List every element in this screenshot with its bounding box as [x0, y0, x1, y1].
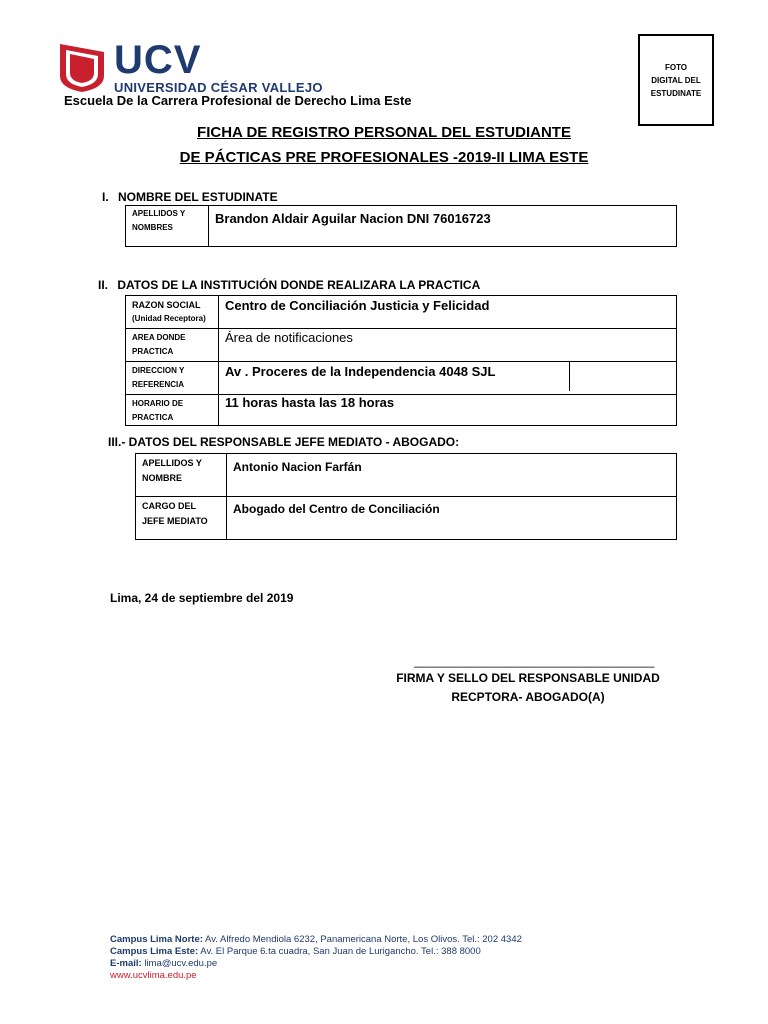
supervisor-name: Antonio Nacion Farfán	[233, 460, 362, 474]
row-value	[227, 454, 677, 497]
label-line: AREA DONDE	[132, 333, 186, 342]
row-label	[136, 454, 227, 497]
row-label	[126, 206, 209, 247]
section-title: NOMBRE DEL ESTUDINATE	[118, 190, 278, 204]
label-line: CARGO DEL	[142, 501, 196, 511]
ucv-logo-icon	[58, 42, 106, 94]
footer-label: Campus Lima Este:	[110, 946, 199, 957]
section-3-heading: III.- DATOS DEL RESPONSABLE JEFE MEDIATO - ABOGADO:	[108, 435, 460, 449]
row-label	[126, 362, 219, 395]
label-line: PRACTICA	[132, 347, 174, 356]
row-value	[219, 296, 677, 329]
school-name: Escuela De la Carrera Profesional de Derecho Lima Este	[64, 93, 412, 108]
label-line: APELLIDOS Y	[142, 458, 202, 468]
photo-box	[638, 34, 714, 126]
table-row	[126, 206, 677, 247]
footer	[110, 934, 522, 982]
signature-caption: RECPTORA- ABOGADO(A)	[451, 690, 605, 704]
title-text: DE PÁCTICAS PRE PROFESIONALES -2019-II LIMA ESTE	[179, 149, 589, 166]
table-row	[136, 497, 677, 540]
label-line: NOMBRES	[132, 223, 173, 232]
row-label	[126, 296, 219, 329]
student-table	[125, 205, 677, 247]
institution-address: Av . Proceres de la Independencia 4048 SJL	[225, 364, 496, 379]
table-row	[126, 329, 677, 362]
signature-caption: FIRMA Y SELLO DEL RESPONSABLE UNIDAD	[396, 671, 660, 685]
label-line: JEFE MEDIATO	[142, 516, 208, 526]
row-value	[219, 362, 677, 395]
title-text: FICHA DE REGISTRO PERSONAL DEL ESTUDIANTE	[197, 124, 571, 141]
document-title-line2	[0, 149, 768, 166]
practice-schedule: 11 horas hasta las 18 horas	[225, 395, 395, 410]
section-1-heading	[102, 190, 278, 204]
row-label	[126, 329, 219, 362]
section-number: II.	[98, 278, 109, 292]
photo-box-line: FOTO	[664, 62, 688, 72]
table-row	[126, 362, 677, 395]
table-row	[126, 296, 677, 329]
row-value	[209, 206, 677, 247]
footer-website: www.ucvlima.edu.pe	[110, 970, 197, 981]
university-name: UNIVERSIDAD CÉSAR VALLEJO	[114, 80, 323, 95]
table-row	[126, 395, 677, 426]
label-line: NOMBRE	[142, 473, 182, 483]
footer-text: Av. Alfredo Mendiola 6232, Panamericana Norte, Los Olivos. Tel.: 202 4342	[205, 934, 522, 945]
table-row	[136, 454, 677, 497]
label-line: APELLIDOS Y	[132, 209, 186, 218]
label-line: REFERENCIA	[132, 380, 185, 389]
section-number: I.	[102, 190, 109, 204]
footer-label: E-mail:	[110, 958, 142, 969]
section-title: DATOS DE LA INSTITUCIÓN DONDE REALIZARA LA PRACTICA	[117, 278, 481, 292]
row-label	[126, 395, 219, 426]
section-2-heading	[98, 278, 480, 292]
row-value	[227, 497, 677, 540]
cell-divider	[569, 362, 570, 391]
footer-line	[110, 946, 522, 958]
document-title-line1	[0, 124, 768, 141]
row-label	[136, 497, 227, 540]
footer-line	[110, 958, 522, 970]
footer-text: Av. El Parque 6.ta cuadra, San Juan de Lurigancho. Tel.: 388 8000	[200, 946, 481, 957]
student-name: Brandon Aldair Aguilar Nacion DNI 76016723	[215, 211, 491, 226]
practice-area: Área de notificaciones	[225, 330, 353, 345]
signature-line: ____________________________________	[414, 654, 655, 668]
supervisor-table	[135, 453, 677, 540]
label-line: (Unidad Receptora)	[132, 314, 206, 323]
row-value	[219, 395, 677, 426]
photo-box-line: ESTUDINATE	[650, 88, 702, 98]
label-line: PRACTICA	[132, 413, 174, 422]
footer-label: Campus Lima Norte:	[110, 934, 203, 945]
row-value	[219, 329, 677, 362]
institution-name: Centro de Conciliación Justicia y Felicidad	[225, 298, 490, 313]
label-line: RAZON SOCIAL	[132, 300, 201, 310]
label-line: HORARIO DE	[132, 399, 184, 408]
footer-line	[110, 934, 522, 946]
document-date: Lima, 24 de septiembre del 2019	[110, 591, 294, 605]
institution-table	[125, 295, 677, 426]
supervisor-role: Abogado del Centro de Conciliación	[233, 502, 440, 516]
logo-text: UCV	[114, 38, 202, 82]
footer-email: lima@ucv.edu.pe	[144, 958, 218, 969]
photo-box-line: DIGITAL DEL	[651, 75, 701, 85]
label-line: DIRECCION Y	[132, 366, 185, 375]
